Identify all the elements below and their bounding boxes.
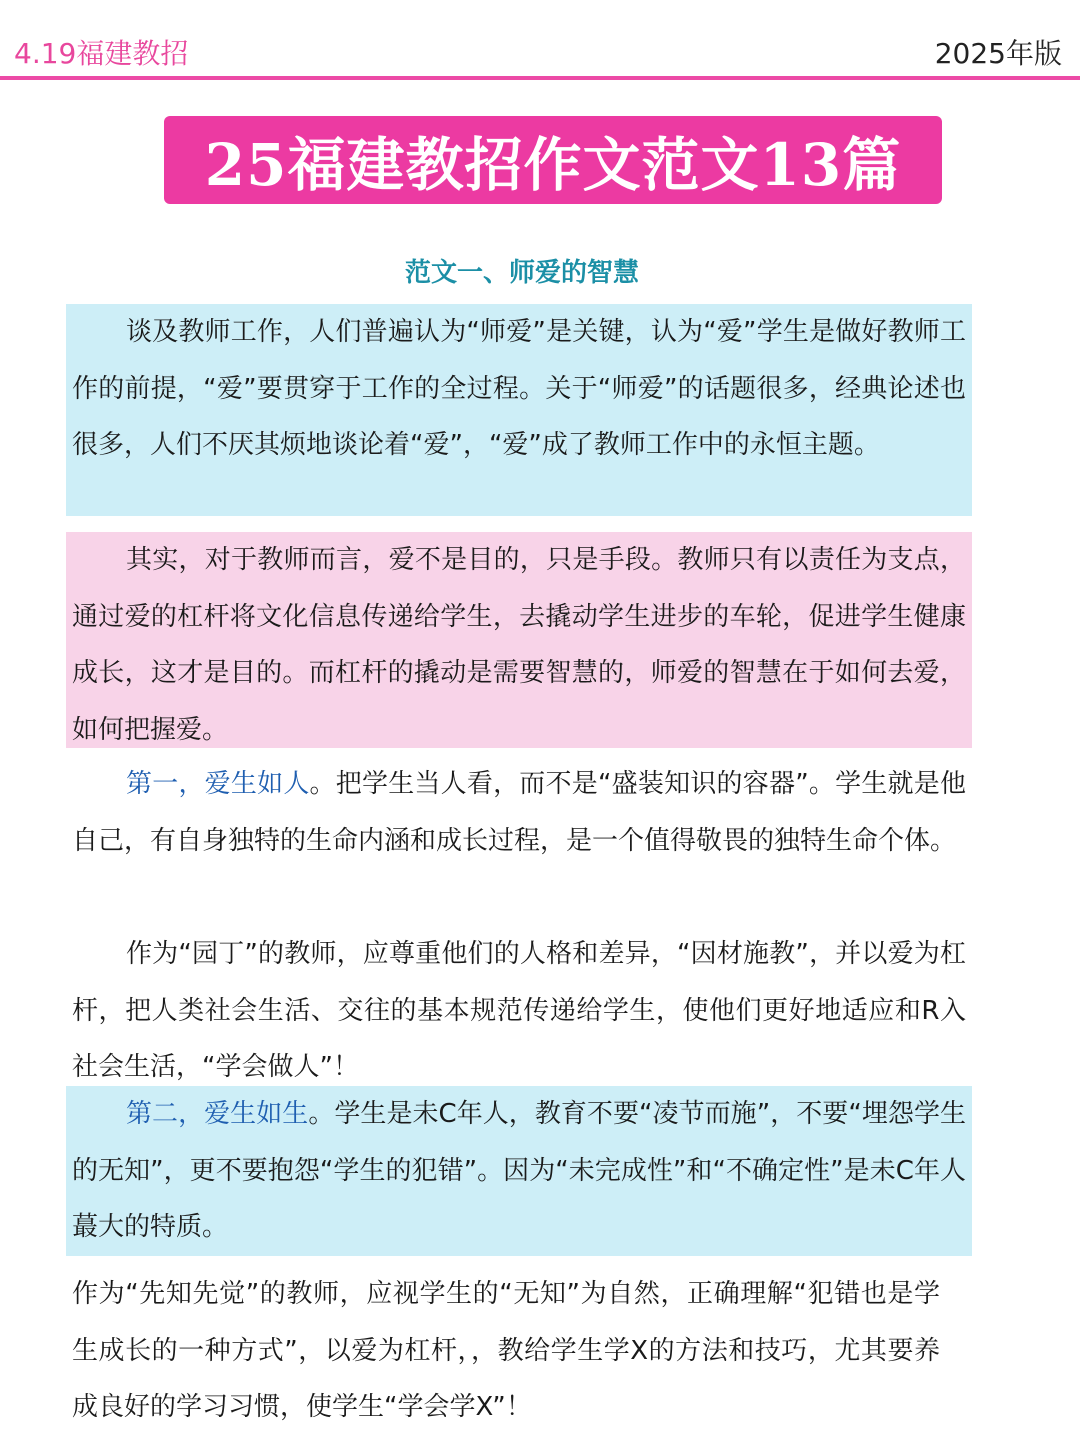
paragraph-block-3	[66, 756, 972, 869]
paragraph-block-1	[66, 304, 972, 516]
paragraph-block-5	[66, 1086, 972, 1256]
point-one-body: 。把学生当人看，而不是“盛装知识的容器”。学生就是他自己，有自身独特的生命内涵和成长过程，是一个值得敬畏的独特生命个体。	[72, 769, 966, 856]
page-title: 25福建教招作文范文13篇	[204, 131, 902, 199]
point-two-body: 。学生是未C年人，教育不要“凌节而施”，不要“埋怨学生的无知”，更不要抱怨“学生的犯错”。因为“未完成性”和“不确定性”是未C年人蕞大的特质。	[72, 1099, 966, 1242]
paragraph-5	[66, 1086, 972, 1256]
paragraph-1: 谈及教师工作，人们普遍认为“师爱”是关键，认为“爱”学生是做好教师工作的前提，“爱”要贯穿于工作的全过程。关于“师爱”的话题很多，经典论述也很多，人们不厌其烦地谈论着“爱”，“爱”成了教师工作中的永恒主题。	[72, 317, 966, 460]
page-header	[0, 0, 1080, 78]
paragraph-4: 作为“园丁”的教师，应尊重他们的人格和差异，“因材施教”，并以爱为杠杆，把人类社会生活、交往的基本规范传递给学生，使他们更好地适应和R入社会生活，“学会做人”！	[72, 939, 966, 1082]
paragraph-block-6	[66, 1266, 946, 1436]
paragraph-2: 其实，对于教师而言，爱不是目的，只是手段。教师只有以责任为支点，通过爱的杠杆将文化信息传递给学生，去撬动学生进步的车轮，促进学生健康成长，这才是目的。而杠杆的撬动是需要智慧的，师爱的智慧在于如何去爱，如何把握爱。	[72, 545, 966, 745]
header-tag: 4.19福建教招	[14, 37, 189, 70]
paragraph-3	[66, 756, 972, 869]
paragraph-block-2	[66, 532, 972, 748]
paragraph-block-4	[66, 926, 972, 1096]
point-two-heading: 第二，爱生如生	[126, 1099, 309, 1129]
section-title: 范文一、师爱的智慧	[404, 258, 639, 288]
point-one-heading: 第一，爱生如人	[126, 769, 310, 799]
title-banner	[164, 116, 942, 204]
paragraph-6: 作为“先知先觉”的教师，应视学生的“无知”为自然，正确理解“犯错也是学生成长的一种方式”，以爱为杠杆，，教给学生学X的方法和技巧，尤其要养成良好的学习习惯，使学生“学会学X”！	[72, 1279, 940, 1422]
header-edition: 2025年版	[934, 37, 1062, 70]
header-divider	[0, 76, 1080, 80]
